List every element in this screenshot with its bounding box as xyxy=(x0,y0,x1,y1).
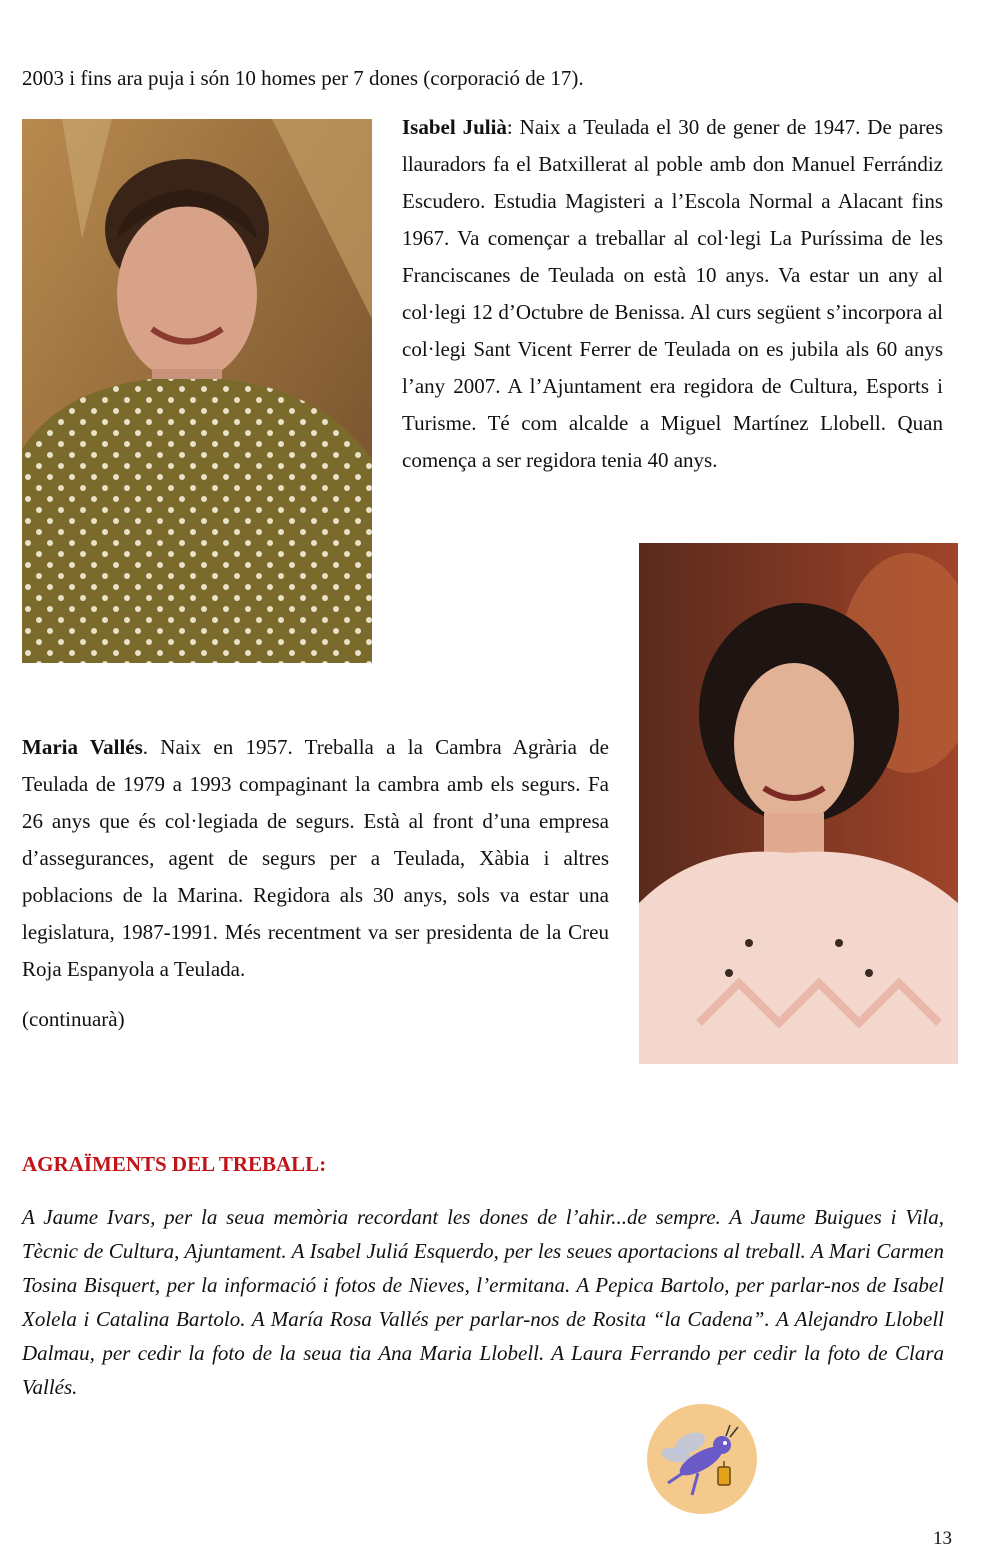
mosquito-logo-icon xyxy=(646,1403,758,1515)
page-number: 13 xyxy=(933,1528,952,1549)
maria-paragraph xyxy=(22,729,609,988)
isabel-paragraph xyxy=(402,109,943,479)
acknowledgements-text: A Jaume Ivars, per la seua memòria recordant les dones de l’ahir...de sempre. A Jaume Buigues i Vila, Tècnic de Cultura, Ajuntament. A Isabel Juliá Esquerdo, per les seues aportacions al treball. A Mari Carmen Tosina Bisquert, per la informació i fotos de Nieves, l’ermitana. A Pepica Bartolo, per parlar-nos de Isabel Xolela i Catalina Bartolo. A María Rosa Vallés per parlar-nos de Rosita “la Cadena”. A Alejandro Llobell Dalmau, per cedir la foto de la seua tia Ana Maria Llobell. A Laura Ferrando per cedir la foto de Clara Vallés. xyxy=(22,1205,944,1399)
isabel-text: : Naix a Teulada el 30 de gener de 1947. De pares llauradors fa el Batxillerat al poble amb don Manuel Ferrándiz Escudero. Estudia Magisteri a l’Escola Normal a Alacant fins 1967. Va començar a treballar al col·legi La Puríssima de les Franciscanes de Teulada on està 10 anys. Va estar un any al col·legi 12 d’Octubre de Benissa. Al curs següent s’incorpora al col·legi Sant Vicent Ferrer de Teulada on es jubila als 60 anys l’any 2007. A l’Ajuntament era regidora de Cultura, Esports i Turisme. Té com alcalde a Miguel Martínez Llobell. Quan comença a ser regidora tenia 40 anys. xyxy=(402,115,943,472)
photo-isabel-julia xyxy=(22,119,372,663)
maria-text: . Naix en 1957. Treballa a la Cambra Agrària de Teulada de 1979 a 1993 compaginant la cambra amb els segurs. Fa 26 anys que és col·legiada de segurs. Està al front d’una empresa d’assegurances, agent de segurs per a Teulada, Xàbia i altres poblacions de la Marina. Regidora als 30 anys, sols va estar una legislatura, 1987-1991. Més recentment va ser presidenta de la Creu Roja Espanyola a Teulada. xyxy=(22,735,610,981)
isabel-name: Isabel Julià xyxy=(402,115,507,139)
photo-maria-valles xyxy=(639,543,958,1064)
intro-line: 2003 i fins ara puja i són 10 homes per 7 dones (corporació de 17). xyxy=(22,66,584,90)
acknowledgements-heading: AGRAÏMENTS DEL TREBALL: xyxy=(22,1152,327,1176)
continued-note: (continuarà) xyxy=(22,1007,125,1031)
maria-name: Maria Vallés xyxy=(22,735,143,759)
